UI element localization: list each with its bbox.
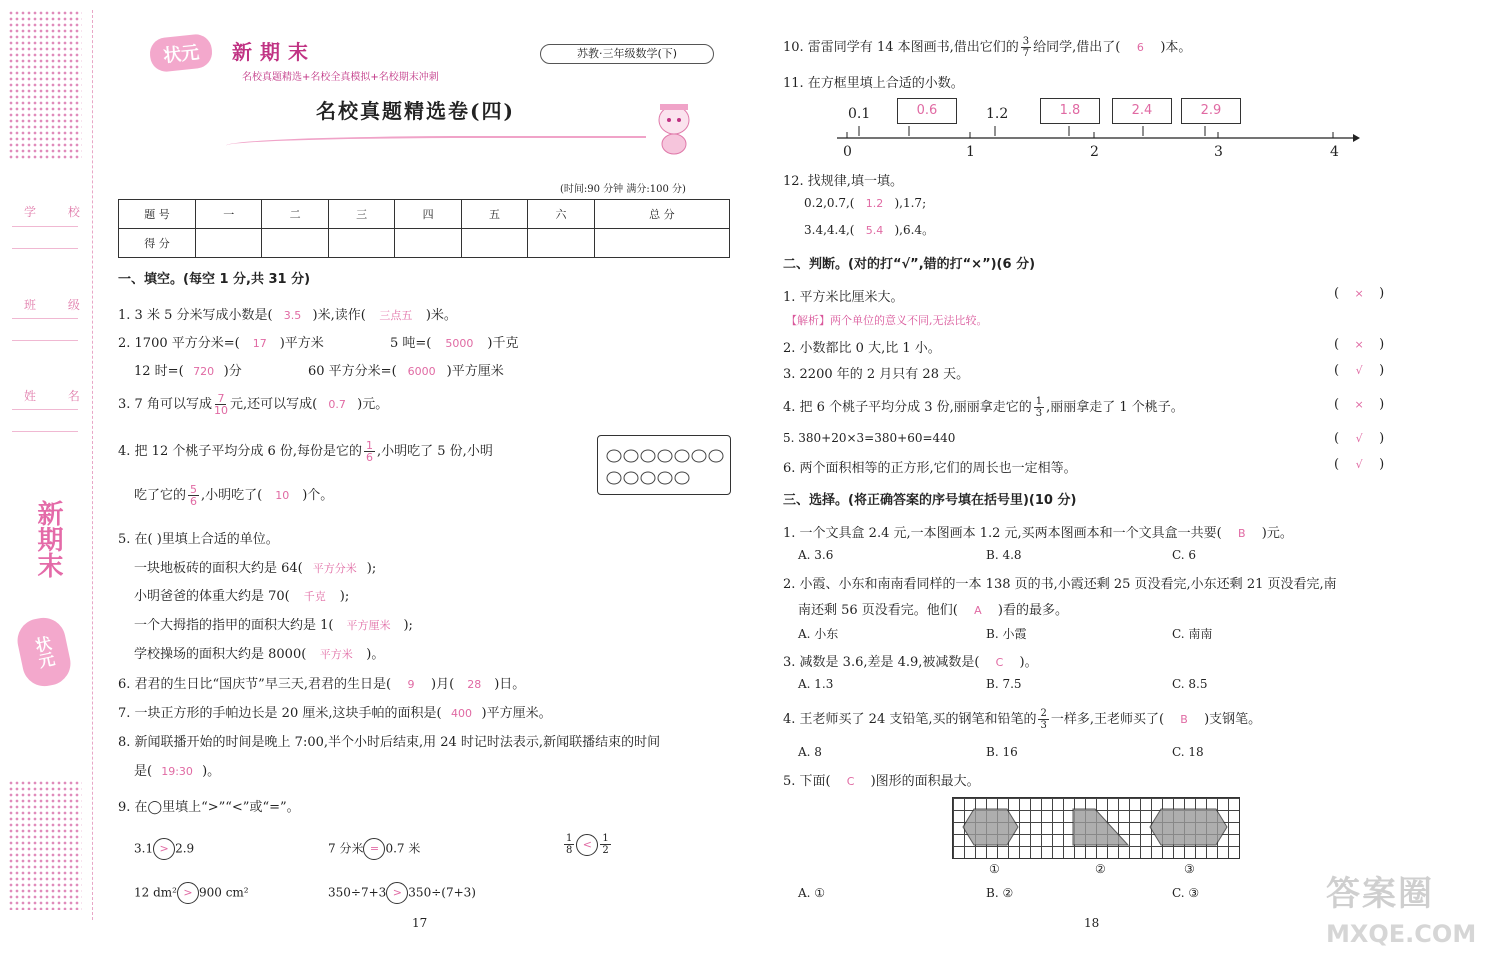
section-1-title: 一、填空。(每空 1 分,共 31 分) xyxy=(118,272,311,287)
sidebar-school-line xyxy=(12,226,78,227)
choice-2-line-2 xyxy=(798,599,1068,618)
compare-9e xyxy=(328,882,476,904)
question-12b xyxy=(804,221,934,238)
number-line-tick-3: 3 xyxy=(1214,144,1223,160)
number-line-tick-2: 2 xyxy=(1090,144,1099,160)
q9d-circle[interactable]: > xyxy=(177,882,199,904)
question-4 xyxy=(118,440,493,463)
q4b-numerator[interactable]: 5 xyxy=(190,483,198,496)
score-cell: 题 号 xyxy=(119,200,196,229)
q3-denominator[interactable]: 10 xyxy=(213,404,228,417)
score-input-cell[interactable] xyxy=(395,229,461,258)
c2-text-c: )看的最多。 xyxy=(997,603,1068,618)
shapes-figures xyxy=(952,797,1240,859)
judge-2-answer[interactable]: × xyxy=(1354,338,1364,351)
q5a-text-a: 一块地板砖的面积大约是 64( xyxy=(134,561,303,576)
q1-answer-1[interactable]: 3.5 xyxy=(283,309,302,322)
q9c-left-fraction xyxy=(564,833,574,856)
j4-text-a: 4. 把 6 个桃子平均分成 3 份,丽丽拿走它的 xyxy=(783,400,1032,415)
brand-logo-badge xyxy=(148,33,213,73)
q3-text-a: 3. 7 角可以写成 xyxy=(118,397,212,412)
q12a-text-b: ),1.7; xyxy=(894,196,927,210)
q2-answer-2[interactable]: 5000 xyxy=(445,337,474,350)
c2-option-b[interactable]: B. 小霞 xyxy=(986,627,1027,641)
c2-option-a[interactable]: A. 小东 xyxy=(798,627,839,641)
judge-5-answer[interactable]: √ xyxy=(1355,432,1363,445)
header-pink-swoosh xyxy=(226,136,646,152)
q6-text-a: 6. 君君的生日比“国庆节”早三天,君君的生日是( xyxy=(118,677,392,692)
judge-5: 5. 380+20×3=380+60=440 xyxy=(783,431,956,445)
q2-text-d: )千克 xyxy=(487,336,519,351)
c4-option-c[interactable]: C. 18 xyxy=(1172,745,1204,759)
side-dot-pattern-bottom xyxy=(8,780,82,910)
number-line-box-4[interactable]: 2.9 xyxy=(1181,98,1241,124)
q5d-text-a: 学校操场的面积大约是 8000( xyxy=(134,647,307,662)
question-2-part-2 xyxy=(390,332,518,351)
sidebar-class-line-2 xyxy=(12,340,78,341)
score-cell: 二 xyxy=(262,200,328,229)
c5-option-a[interactable]: A. ① xyxy=(798,886,826,900)
q2b-answer-2[interactable]: 6000 xyxy=(407,365,436,378)
number-line-tick-4: 4 xyxy=(1330,144,1339,160)
c3-answer[interactable]: C xyxy=(995,656,1004,669)
sidebar-school-line-2 xyxy=(12,248,78,249)
q12b-text-b: ),6.4。 xyxy=(894,223,935,237)
question-5b xyxy=(134,585,349,604)
question-5c xyxy=(134,614,413,633)
q7-text-a: 7. 一块正方形的手帕边长是 20 厘米,这块手帕的面积是( xyxy=(118,706,442,721)
q9a-right: 2.9 xyxy=(175,841,195,856)
number-line-box-1[interactable]: 0.6 xyxy=(897,98,957,124)
q5c-text-a: 一个大拇指的指甲的面积大约是 1( xyxy=(134,618,334,633)
choice-2: 2. 小霞、小东和南南看同样的一本 138 页的书,小霞还剩 25 页没看完,小东还剩 21 页没看完,南 xyxy=(783,577,1337,592)
score-cell: 三 xyxy=(328,200,394,229)
q9c-rn: 1 xyxy=(602,833,609,844)
q3-answer[interactable]: 0.7 xyxy=(328,398,346,411)
score-cell: 六 xyxy=(528,200,594,229)
q12b-answer[interactable]: 5.4 xyxy=(865,224,884,237)
score-table xyxy=(118,199,730,258)
q4b-text-a: 吃了它的 xyxy=(134,488,187,503)
choice-4 xyxy=(783,708,1261,731)
score-table-header-row xyxy=(119,200,730,229)
c3-text-b: )。 xyxy=(1019,655,1038,670)
question-9: 9. 在◯里填上“>”“<”或“=”。 xyxy=(118,800,300,815)
choice-1 xyxy=(783,522,1293,541)
judge-1-note: 【解析】两个单位的意义不同,无法比较。 xyxy=(786,314,988,327)
judge-3-paren: ( √ ) xyxy=(1334,363,1385,378)
q2b-answer-1[interactable]: 720 xyxy=(193,365,215,378)
q3-numerator[interactable]: 7 xyxy=(217,392,225,405)
question-11: 11. 在方框里填上合适的小数。 xyxy=(783,76,964,91)
q9b-circle[interactable]: = xyxy=(363,838,385,860)
section-2-title: 二、判断。(对的打“√”,错的打“×”)(6 分) xyxy=(783,257,1036,272)
q2b-text-a: 12 时=( xyxy=(134,364,184,379)
judge-3-answer[interactable]: √ xyxy=(1355,364,1363,377)
number-line-box-3[interactable]: 2.4 xyxy=(1112,98,1172,124)
shape-label-3: ③ xyxy=(1184,862,1195,876)
sidebar-name-line-2 xyxy=(12,431,78,432)
compare-9a xyxy=(134,838,194,860)
c5-answer[interactable]: C xyxy=(846,775,855,788)
q4-text-a: 4. 把 12 个桃子平均分成 6 份,每份是它的 xyxy=(118,444,363,459)
score-table-score-row xyxy=(119,229,730,258)
q9e-right: 350÷(7+3) xyxy=(408,885,476,900)
question-12a xyxy=(804,196,926,210)
c4-option-a[interactable]: A. 8 xyxy=(798,745,822,759)
sidebar-logo-text: 状元 xyxy=(31,634,57,670)
q6-answer-1[interactable]: 9 xyxy=(407,678,415,691)
question-8: 8. 新闻联播开始的时间是晚上 7:00,半个小时后结束,用 24 时记时法表示,新闻联播结束的时间 xyxy=(118,735,661,750)
q6-text-c: )日。 xyxy=(494,677,526,692)
score-input-cell[interactable] xyxy=(528,229,594,258)
c1-text-a: 1. 一个文具盒 2.4 元,一本图画本 1.2 元,买两本图画本和一个文具盒一共要( xyxy=(783,526,1222,541)
number-line-label-0.1: 0.1 xyxy=(848,106,871,122)
q6-text-b: )月( xyxy=(431,677,455,692)
question-10 xyxy=(783,36,1191,59)
judge-4-paren: ( × ) xyxy=(1334,397,1385,412)
q4-fraction xyxy=(364,440,375,463)
judge-6-answer[interactable]: √ xyxy=(1355,458,1363,471)
q5c-answer[interactable]: 平方厘米 xyxy=(346,619,391,632)
q5a-answer[interactable]: 平方分米 xyxy=(312,562,357,575)
q7-text-b: )平方厘米。 xyxy=(481,706,552,721)
q9c-circle[interactable]: < xyxy=(576,834,598,856)
c3-option-a[interactable]: A. 1.3 xyxy=(798,677,834,691)
q10-answer[interactable]: 6 xyxy=(1136,41,1144,54)
question-6 xyxy=(118,673,525,692)
q5b-answer[interactable]: 千克 xyxy=(303,590,326,603)
q9d-right: 900 cm² xyxy=(198,885,249,900)
q3-text-b: 元,还可以写成( xyxy=(229,397,318,412)
q6-answer-2[interactable]: 28 xyxy=(467,678,482,691)
page-number-right: 18 xyxy=(1084,916,1100,930)
watermark-url: MXQE.COM xyxy=(1326,920,1477,948)
q9d-left: 12 dm² xyxy=(134,885,177,900)
q4b-denominator[interactable]: 6 xyxy=(190,495,198,508)
q9e-circle[interactable]: > xyxy=(386,882,408,904)
question-12: 12. 找规律,填一填。 xyxy=(783,174,903,189)
score-input-cell[interactable] xyxy=(594,229,729,258)
q9c-rd: 2 xyxy=(602,845,609,856)
judge-1-paren: ( × ) xyxy=(1334,286,1385,301)
watermark-logo: 答案圈 xyxy=(1326,874,1434,914)
c1-answer[interactable]: B xyxy=(1237,527,1246,540)
c3-text-a: 3. 减数是 3.6,差是 4.9,被减数是( xyxy=(783,655,980,670)
score-input-cell[interactable] xyxy=(461,229,527,258)
c1-option-c[interactable]: C. 6 xyxy=(1172,548,1197,562)
q4b-text-b: ,小明吃了( xyxy=(201,488,263,503)
c3-option-b[interactable]: B. 7.5 xyxy=(986,677,1022,691)
q12a-answer[interactable]: 1.2 xyxy=(865,197,884,210)
q8b-text-a: 是( xyxy=(134,764,153,779)
question-5a xyxy=(134,557,376,576)
q2-text-c: 5 吨=( xyxy=(390,336,432,351)
j4-numerator: 1 xyxy=(1035,396,1043,407)
sidebar-class-label: 班 级 xyxy=(24,298,94,312)
peach-icons xyxy=(598,436,730,494)
judge-4 xyxy=(783,396,1184,419)
judge-2-paren: ( × ) xyxy=(1334,337,1385,352)
q12b-text-a: 3.4,4.4,( xyxy=(804,223,855,237)
q9c-right-fraction xyxy=(600,833,610,856)
question-7 xyxy=(118,702,552,721)
q4b-fraction xyxy=(188,484,199,507)
score-cell: 得 分 xyxy=(119,229,196,258)
q9c-ld: 8 xyxy=(566,845,573,856)
score-input-cell[interactable] xyxy=(196,229,262,258)
q5d-text-b: )。 xyxy=(366,647,385,662)
compare-9b xyxy=(328,838,420,860)
q9b-right: 0.7 米 xyxy=(385,841,421,856)
shape-label-1: ① xyxy=(989,862,1000,876)
c4-option-b[interactable]: B. 16 xyxy=(986,745,1018,759)
number-line-box-2[interactable]: 1.8 xyxy=(1040,98,1100,124)
q9c-ln: 1 xyxy=(566,833,573,844)
brand-title: 新期末 xyxy=(232,40,316,64)
q10-denominator: 7 xyxy=(1022,48,1030,59)
q1-answer-2[interactable]: 三点五 xyxy=(379,309,413,322)
side-dot-pattern-top xyxy=(8,10,82,160)
q4b-text-c: )个。 xyxy=(302,488,334,503)
q2-text-b: )平方米 xyxy=(279,336,324,351)
judge-6-paren: ( √ ) xyxy=(1334,457,1385,472)
compare-9c xyxy=(562,833,613,856)
q10-text-a: 10. 雷雷同学有 14 本图画书,借出它们的 xyxy=(783,40,1019,55)
judge-1: 1. 平方米比厘米大。 xyxy=(783,290,904,305)
sidebar-school-label: 学 校 xyxy=(24,205,94,219)
question-2b-part-2 xyxy=(308,360,504,379)
score-input-cell[interactable] xyxy=(328,229,394,258)
c1-option-a[interactable]: A. 3.6 xyxy=(798,548,834,562)
q3-text-c: )元。 xyxy=(357,397,389,412)
q9b-left: 7 分米 xyxy=(328,841,364,856)
score-input-cell[interactable] xyxy=(262,229,328,258)
c4-answer[interactable]: B xyxy=(1180,713,1188,726)
edition-badge: 苏教·三年级数学(下) xyxy=(540,44,714,64)
q2-text-a: 2. 1700 平方分米=( xyxy=(118,336,240,351)
q2b-text-b: )分 xyxy=(223,364,242,379)
j4-denominator: 3 xyxy=(1035,408,1043,419)
q8b-answer[interactable]: 19:30 xyxy=(161,765,193,778)
judge-4-answer[interactable]: × xyxy=(1354,398,1364,411)
q10-numerator: 3 xyxy=(1022,36,1030,47)
j4-text-b: ,丽丽拿走了 1 个桃子。 xyxy=(1046,400,1184,415)
q9a-circle[interactable]: > xyxy=(153,838,175,860)
q9a-left: 3.1 xyxy=(134,841,154,856)
section-3-title: 三、选择。(将正确答案的序号填在括号里)(10 分) xyxy=(783,493,1077,508)
c5-option-b[interactable]: B. ② xyxy=(986,886,1014,900)
j4-fraction xyxy=(1034,396,1044,419)
paper-time: (时间:90 分钟 满分:100 分) xyxy=(560,184,686,195)
q1-text-a: 1. 3 米 5 分米写成小数是( xyxy=(118,308,273,323)
q2b-text-c: 60 平方分米=( xyxy=(308,364,397,379)
question-3 xyxy=(118,393,388,416)
c5-text-b: )图形的面积最大。 xyxy=(870,774,980,789)
compare-9d xyxy=(134,882,249,904)
q2-answer-1[interactable]: 17 xyxy=(252,337,267,350)
q10-text-b: 给同学,借出了( xyxy=(1033,40,1121,55)
c4-text-c: )支钢笔。 xyxy=(1204,712,1262,727)
c4-denominator: 3 xyxy=(1040,720,1047,731)
sidebar-name-label: 姓 名 xyxy=(24,389,94,403)
q2b-text-d: )平方厘米 xyxy=(446,364,504,379)
sidebar-brand-vertical: 新期末 xyxy=(33,500,63,578)
score-cell: 总 分 xyxy=(594,200,729,229)
q1-text-c: )米。 xyxy=(425,308,457,323)
number-line-tick-1: 1 xyxy=(966,144,975,160)
shape-label-2: ② xyxy=(1095,862,1106,876)
q4-numerator[interactable]: 1 xyxy=(366,439,374,452)
q5d-answer[interactable]: 平方米 xyxy=(319,648,353,661)
judge-5-paren: ( √ ) xyxy=(1334,431,1385,446)
q5b-text-b: ); xyxy=(339,589,350,604)
question-2b xyxy=(134,360,242,379)
c4-fraction xyxy=(1038,708,1048,731)
c2-option-c[interactable]: C. 南南 xyxy=(1172,627,1213,641)
question-2 xyxy=(118,332,324,351)
q10-text-c: )本。 xyxy=(1160,40,1192,55)
q4b-answer[interactable]: 10 xyxy=(275,489,290,502)
brand-slogan: 名校真题精选+名校全真模拟+名校期末冲刺 xyxy=(242,72,439,83)
c3-option-c[interactable]: C. 8.5 xyxy=(1172,677,1208,691)
c4-text-b: 一样多,王老师买了( xyxy=(1050,712,1165,727)
peaches-picture xyxy=(597,435,731,495)
number-line-label-1.2: 1.2 xyxy=(986,106,1009,122)
q5a-text-b: ); xyxy=(366,561,377,576)
score-cell: 一 xyxy=(196,200,262,229)
sidebar-name-line xyxy=(12,409,78,410)
choice-3 xyxy=(783,651,1038,670)
c2-answer[interactable]: A xyxy=(974,604,982,617)
q9e-left: 350÷7+3 xyxy=(328,885,387,900)
question-4b xyxy=(134,484,333,507)
paper-title: 名校真题精选卷(四) xyxy=(316,99,515,123)
q10-fraction xyxy=(1021,36,1031,59)
judge-1-answer[interactable]: × xyxy=(1354,287,1364,300)
q12a-text-a: 0.2,0.7,( xyxy=(804,196,855,210)
c1-option-b[interactable]: B. 4.8 xyxy=(986,548,1022,562)
mascot-illustration xyxy=(648,98,700,156)
c2-text-b: 南还剩 56 页没看完。他们( xyxy=(798,603,958,618)
page-number-left: 17 xyxy=(412,916,428,930)
score-cell: 四 xyxy=(395,200,461,229)
q5b-text-a: 小明爸爸的体重大约是 70( xyxy=(134,589,290,604)
q7-answer[interactable]: 400 xyxy=(451,707,473,720)
choice-5 xyxy=(783,770,980,789)
number-line-tick-0: 0 xyxy=(843,144,852,160)
brand-logo-text: 状元 xyxy=(162,42,201,67)
c5-text-a: 5. 下面( xyxy=(783,774,831,789)
side-divider-dashed xyxy=(92,10,93,920)
c5-option-c[interactable]: C. ③ xyxy=(1172,886,1200,900)
judge-2: 2. 小数都比 0 大,比 1 小。 xyxy=(783,341,941,356)
c4-numerator: 2 xyxy=(1040,708,1047,719)
score-cell: 五 xyxy=(461,200,527,229)
question-5d xyxy=(134,643,384,662)
judge-6: 6. 两个面积相等的正方形,它们的周长也一定相等。 xyxy=(783,461,1077,476)
c1-text-b: )元。 xyxy=(1261,526,1293,541)
c4-text-a: 4. 王老师买了 24 支铅笔,买的钢笔和铅笔的 xyxy=(783,712,1037,727)
question-1 xyxy=(118,304,457,323)
q8b-text-b: )。 xyxy=(202,764,221,779)
q3-fraction xyxy=(214,393,228,416)
q4-denominator[interactable]: 6 xyxy=(366,451,374,464)
sidebar-class-line xyxy=(12,318,78,319)
q4-text-b: ,小明吃了 5 份,小明 xyxy=(377,444,493,459)
sidebar-logo-badge xyxy=(13,614,74,690)
q1-text-b: )米,读作( xyxy=(312,308,366,323)
question-5: 5. 在( )里填上合适的单位。 xyxy=(118,532,279,547)
judge-3: 3. 2200 年的 2 月只有 28 天。 xyxy=(783,367,970,382)
question-8b xyxy=(134,760,220,779)
q5c-text-b: ); xyxy=(403,618,413,633)
